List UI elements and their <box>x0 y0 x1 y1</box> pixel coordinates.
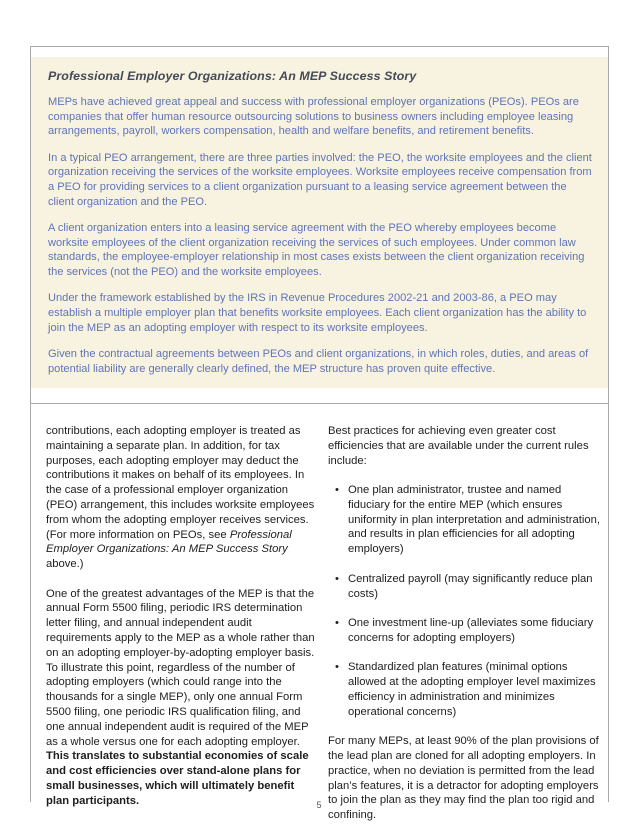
left-column <box>46 424 318 823</box>
list-item <box>328 483 600 557</box>
callout-paragraph-2: In a typical PEO arrangement, there are three parties involved: the PEO, the worksite employees and the client organization receiving the services of the worksite employees. Worksite employees receive compensation from a PEO for providing services to a client organization pursuant to a leasing service agreement between the client organization and the PEO. <box>48 151 592 208</box>
page-number: 5 <box>316 800 322 810</box>
bullet-icon: • <box>335 661 339 674</box>
section-divider <box>31 403 608 404</box>
callout-title: Professional Employer Organizations: An MEP Success Story <box>48 69 417 83</box>
callout-paragraph-3: A client organization enters into a leasing service agreement with the PEO whereby employees become worksite employees of the client organization receiving the services of such employees. Under common law standards, the employee-employer relationship in most cases exists between the client organization receiving the services (not the PEO) and the worksite employees. <box>48 221 585 279</box>
list-item-text: Centralized payroll (may significantly reduce plan costs) <box>348 572 593 600</box>
left-paragraph-2-text: One of the greatest advantages of the MEP is that the annual Form 5500 filing, periodic IRS determination letter filing, and annual independent audit requirements apply to the MEP as a whole rather than on an adopting employer-by-adopting employer basis. To illustrate this point, regardless of the number of adopting employers (which could range into the thousands for a single MEP), only one annual Form 5500 filing, one periodic IRS qualification filing, and one annual independent audit is required of the MEP as a whole versus one for each adopting employer. <box>46 587 315 748</box>
bullet-icon: • <box>335 484 339 497</box>
left-paragraph-2-emphasis: This translates to substantial economies of scale and cost efficiencies over stand-alone plans for small businesses, which will ultimately benefit plan participants. <box>46 750 309 807</box>
list-item-text: Standardized plan features (minimal options allowed at the adopting employer level maximizes efficiency in administration and minimizes operational concerns) <box>348 661 596 718</box>
list-item <box>328 572 600 602</box>
right-column <box>328 424 600 838</box>
closing-paragraph: For many MEPs, at least 90% of the plan provisions of the lead plan are cloned for all adopting employers. In practice, when no deviation is permitted from the lead plan’s features, it is a detractor for adopting employers to join the plan as they may find the plan too rigid and confining. <box>328 735 599 822</box>
list-item-text: One plan administrator, trustee and named fiduciary for the entire MEP (which ensures uniformity in plan interpretation and administration, and results in plan efficiencies for all adopting employers) <box>348 484 601 556</box>
best-practices-list <box>328 483 600 719</box>
left-paragraph-1 <box>46 424 318 572</box>
list-item <box>328 616 600 646</box>
callout-paragraph-5: Given the contractual agreements between PEOs and client organizations, in which roles, duties, and areas of potential liability are generally clearly defined, the MEP structure has proven quite effective. <box>48 347 589 375</box>
list-item-text: One investment line-up (alleviates some fiduciary concerns for adopting employers) <box>348 617 594 644</box>
list-item <box>328 660 600 719</box>
left-paragraph-2 <box>46 587 318 809</box>
best-practices-intro: Best practices for achieving even greater cost efficiencies that are available under the current rules include: <box>328 425 589 467</box>
callout-paragraph-1: MEPs have achieved great appeal and success with professional employer organizations (PEOs). PEOs are companies that offer human resource outsourcing solutions to business owners including employee leasing arrangements, payroll, workers compensation, health and welfare benefits, and retirement benefits. <box>48 96 579 138</box>
callout-paragraph-4: Under the framework established by the IRS in Revenue Procedures 2002-21 and 2003-86, a PEO may establish a multiple employer plan that benefits worksite employees. Each client organization has the ability to join the MEP as an adopting employer with respect to its worksite employees. <box>48 292 587 334</box>
bullet-icon: • <box>335 572 339 585</box>
left-paragraph-1-text: contributions, each adopting employer is treated as maintaining a separate plan. In addition, for tax purposes, each adopting employer may deduct the contributions it makes on behalf of its employees. In the case of a professional employer organization (PEO) arrangement, this includes worksite employees from whom the adopting employer receives services. (For more information on PEOs, see <box>46 425 315 541</box>
peo-section-reference: Professional Employer Organizations: An MEP Success Story <box>46 528 292 556</box>
bullet-icon: • <box>335 617 339 630</box>
left-paragraph-1-tail: above.) <box>46 558 84 571</box>
peo-callout-box <box>31 57 608 388</box>
